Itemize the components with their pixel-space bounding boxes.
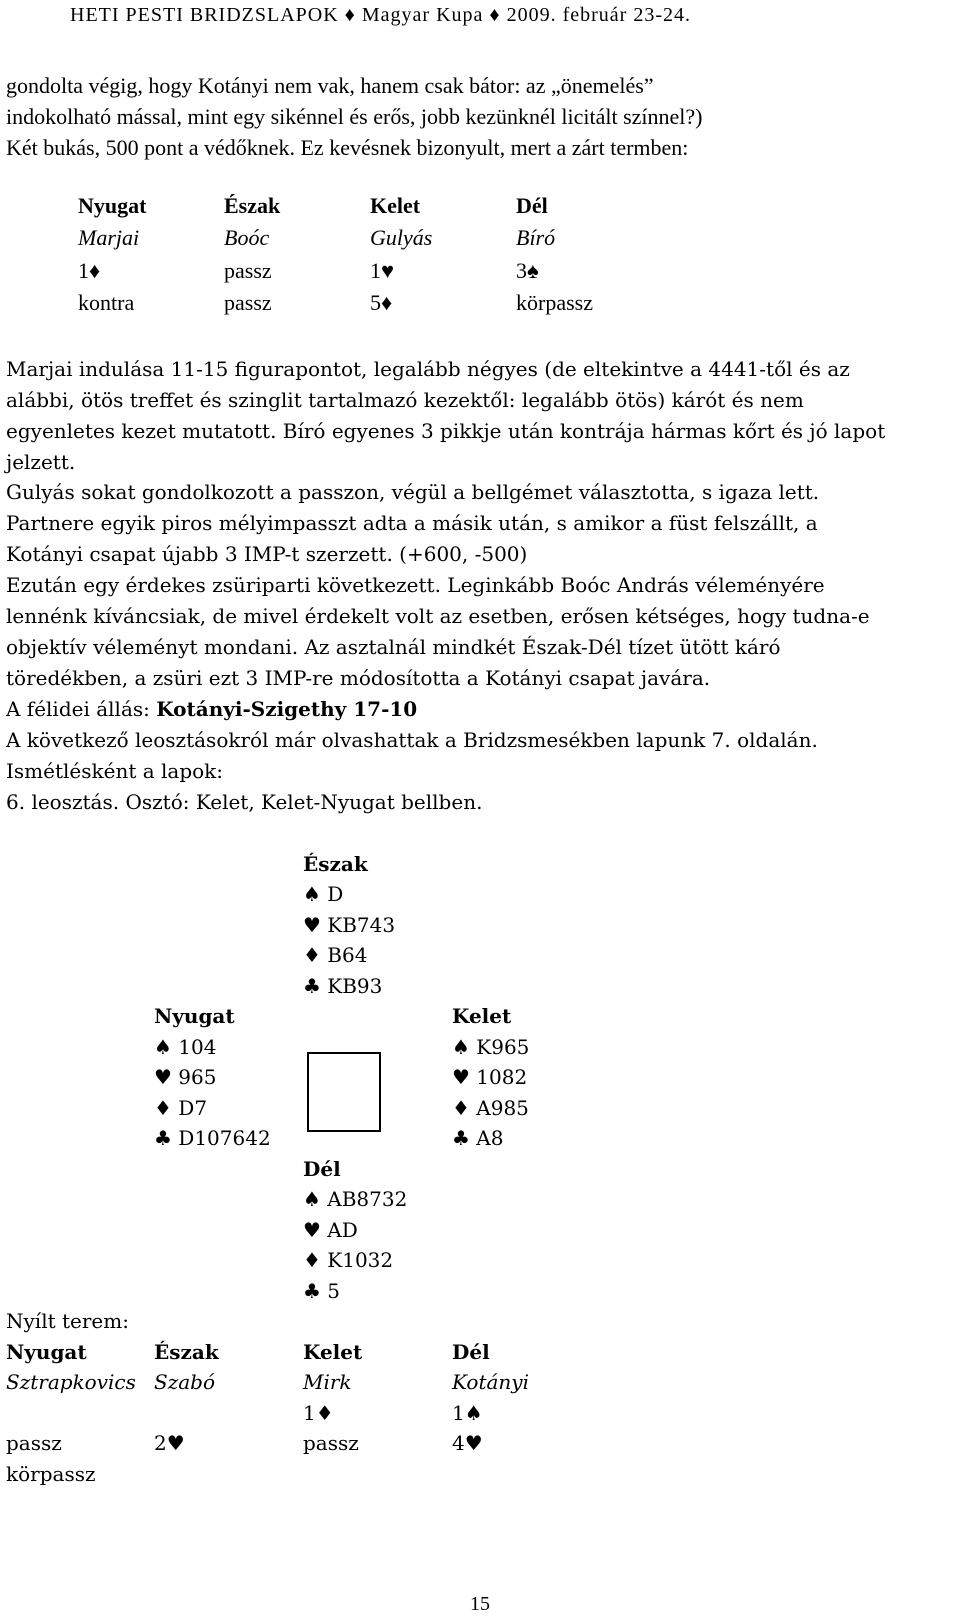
west-diamonds: ♦ D7 (154, 1096, 208, 1120)
south-spades: ♠ AB8732 (303, 1187, 408, 1211)
body-line-6: Partnere egyik piros mélyimpasszt adta a másik után, s amikor a füst felszállt, a (6, 511, 818, 535)
west-spades: ♠ 104 (154, 1035, 217, 1059)
after-line-3: 6. leosztás. Osztó: Kelet, Kelet-Nyugat bellben. (6, 790, 483, 814)
auction2-header-south: Dél (452, 1340, 490, 1364)
auction1-bid: kontra (78, 290, 135, 315)
body-line-9: lennénk kíváncsiak, de mivel érdekelt volt az esetben, erősen kétséges, hogy tudna-e (6, 604, 870, 628)
open-room-label: Nyílt terem: (6, 1309, 129, 1333)
auction2-bid: passz (303, 1431, 359, 1455)
halftime-score (6, 694, 417, 725)
east-clubs: ♣ A8 (452, 1126, 504, 1150)
auction2-bid: 1♠ (452, 1401, 483, 1425)
auction1-header-north: Észak (224, 193, 281, 218)
auction1-header-south: Dél (516, 193, 548, 218)
west-hearts: ♥ 965 (154, 1065, 217, 1089)
auction2-player-west: Sztrapkovics (6, 1370, 136, 1394)
auction1-player-east: Gulyás (370, 225, 433, 250)
north-clubs: ♣ KB93 (303, 974, 383, 998)
auction1-bid: körpassz (516, 290, 593, 315)
auction2-player-south: Kotányi (452, 1370, 529, 1394)
halftime-label: A félidei állás: (6, 697, 157, 721)
auction1-player-north: Boóc (224, 225, 270, 250)
halftime-value: Kotányi-Szigethy 17-10 (156, 697, 418, 721)
auction2-header-east: Kelet (303, 1340, 363, 1364)
body-line-4: jelzett. (6, 450, 76, 474)
auction2-bid: 2♥ (154, 1431, 185, 1455)
auction1-header-east: Kelet (370, 193, 421, 218)
north-diamonds: ♦ B64 (303, 943, 368, 967)
auction1-bid: 3♠ (516, 258, 539, 283)
body-line-1: Marjai indulása 11-15 figurapontot, legalább négyes (de eltekintve a 4441-től és az (6, 357, 850, 381)
body-line-11: töredékben, a zsüri ezt 3 IMP-re módosította a Kotányi csapat javára. (6, 666, 711, 690)
body-line-7: Kotányi csapat újabb 3 IMP-t szerzett. (+600, -500) (6, 542, 528, 566)
auction1-bid: 1♥ (370, 258, 395, 283)
table-square (307, 1052, 381, 1132)
body-line-3: egyenletes kezet mutatott. Bíró egyenes 3 pikkje után kontrája hármas kőrt és jó lapot (6, 419, 886, 443)
body-line-5: Gulyás sokat gondolkozott a passzon, végül a bellgémet választotta, s igaza lett. (6, 480, 820, 504)
auction2-player-north: Szabó (154, 1370, 216, 1394)
west-label: Nyugat (154, 1004, 235, 1028)
auction1-bid: passz (224, 258, 272, 283)
auction1-bid: passz (224, 290, 272, 315)
east-diamonds: ♦ A985 (452, 1096, 529, 1120)
auction1-player-west: Marjai (78, 225, 140, 250)
body-line-10: objektív véleményt mondani. Az asztalnál mindkét Észak-Dél tízet ütött káró (6, 635, 781, 659)
north-spades: ♠ D (303, 882, 344, 906)
intro-line-1: gondolta végig, hogy Kotányi nem vak, hanem csak bátor: az „önemelés” (6, 73, 654, 98)
south-diamonds: ♦ K1032 (303, 1248, 394, 1272)
auction1-bid: 5♦ (370, 290, 393, 315)
auction1-player-south: Bíró (516, 225, 556, 250)
auction2-player-east: Mirk (303, 1370, 352, 1394)
page-number: 15 (470, 1593, 490, 1615)
east-label: Kelet (452, 1004, 512, 1028)
auction2-header-west: Nyugat (6, 1340, 87, 1364)
after-line-1: A következő leosztásokról már olvashattak a Bridzsmesékben lapunk 7. oldalán. (6, 728, 818, 752)
running-header: HETI PESTI BRIDZSLAPOK ♦ Magyar Kupa ♦ 2009. február 23-24. (70, 4, 691, 26)
auction2-bid: körpassz (6, 1462, 96, 1486)
south-hearts: ♥ AD (303, 1218, 358, 1242)
after-line-2: Ismétlésként a lapok: (6, 759, 224, 783)
east-hearts: ♥ 1082 (452, 1065, 528, 1089)
intro-line-3: Két bukás, 500 pont a védőknek. Ez kevésnek bizonyult, mert a zárt termben: (6, 135, 689, 160)
south-label: Dél (303, 1157, 341, 1181)
intro-line-2: indokolható mással, mint egy sikénnel és erős, jobb kezünknél licitált színnel?) (6, 104, 703, 129)
east-spades: ♠ K965 (452, 1035, 530, 1059)
auction2-bid: 1♦ (303, 1401, 334, 1425)
body-line-8: Ezután egy érdekes zsüriparti következett. Leginkább Boóc András véleményére (6, 573, 825, 597)
auction2-bid: 4♥ (452, 1431, 483, 1455)
north-hearts: ♥ KB743 (303, 913, 396, 937)
auction1-bid: 1♦ (78, 258, 101, 283)
south-clubs: ♣ 5 (303, 1279, 341, 1303)
west-clubs: ♣ D107642 (154, 1126, 271, 1150)
body-line-2: alábbi, ötös treffet és szinglit tartalmazó kezektől: legalább ötös) kárót és nem (6, 388, 804, 412)
north-label: Észak (303, 852, 368, 876)
auction2-header-north: Észak (154, 1340, 219, 1364)
auction2-bid: passz (6, 1431, 62, 1455)
auction1-header-west: Nyugat (78, 193, 147, 218)
